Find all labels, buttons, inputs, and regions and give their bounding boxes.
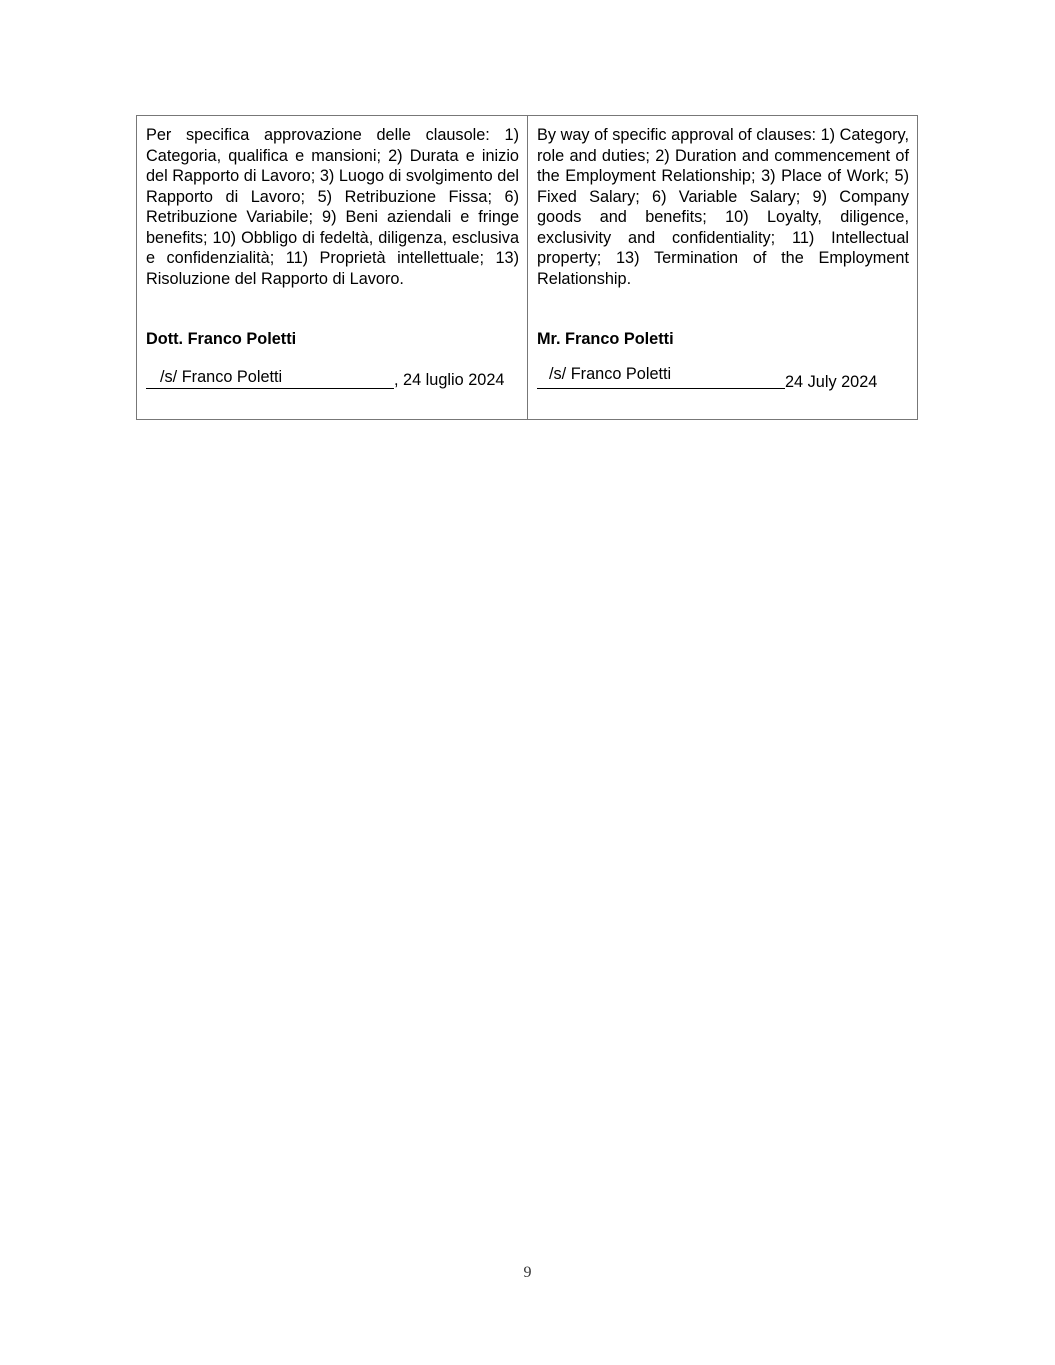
- english-signature-line: [537, 364, 897, 391]
- page-number: 9: [523, 1264, 532, 1281]
- italian-signature-line: [146, 367, 506, 391]
- english-signer-name: Mr. Franco Poletti: [537, 330, 674, 348]
- english-clause-text: By way of specific approval of clauses: 1) Category, role and duties; 2) Duration and commencement of the Employment Relationship; 3) Place of Work; 5) Fixed Salary; 6) Variable Salary; 9) Company goods and benefits; 10) Loyalty, diligence, exclusivity and confidentiality; 11) Intellectual property; 13) Termination of the Employment Relationship.: [537, 126, 909, 288]
- english-signature: /s/ Franco Poletti: [549, 365, 672, 383]
- approval-table: [136, 115, 918, 420]
- italian-signature-underline: [146, 388, 394, 389]
- italian-column: [137, 116, 527, 419]
- italian-signature-date: , 24 luglio 2024: [394, 371, 505, 389]
- english-signature-date: 24 July 2024: [785, 373, 878, 391]
- italian-signature: /s/ Franco Poletti: [160, 368, 283, 386]
- italian-signer-name: Dott. Franco Poletti: [146, 330, 297, 348]
- english-signature-underline: [537, 388, 785, 389]
- english-column: [527, 116, 917, 419]
- italian-clause-text: Per specifica approvazione delle clausole: 1) Categoria, qualifica e mansioni; 2) Durata e inizio del Rapporto di Lavoro; 3) Luogo di svolgimento del Rapporto di Lavoro; 5) Retribuzione Fissa; 6) Retribuzione Variabile; 9) Beni aziendali e fringe benefits; 10) Obbligo di fedeltà, diligenza, esclusiva e confidenzialità; 11) Proprietà intellettuale; 13) Risoluzione del Rapporto di Lavoro.: [146, 126, 519, 288]
